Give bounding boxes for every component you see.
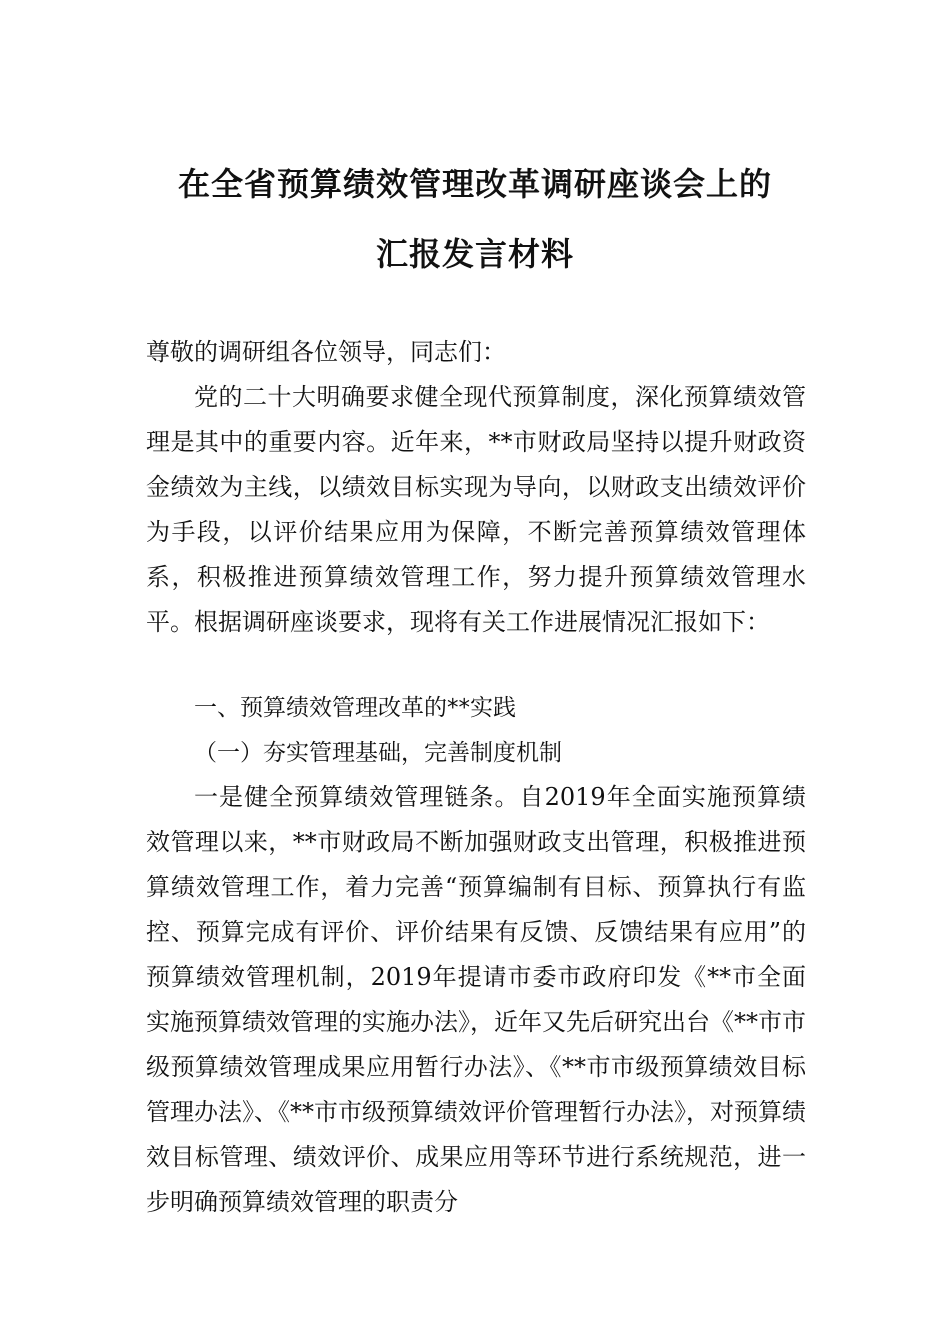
- body-paragraph-chain: 一是健全预算绩效管理链条。自2019年全面实施预算绩效管理以来，**市财政局不断加强财政支出管理，积极推进预算绩效管理工作，着力完善“预算编制有目标、预算执行有监控、预算完成有评价、评价结果有反馈、反馈结果有应用”的预算绩效管理机制，2019年提请市委市政府印发《**市全面实施预算绩效管理的实施办法》，近年又先后研究出台《**市市级预算绩效管理成果应用暂行办法》、《**市市级预算绩效目标管理办法》、《**市市级预算绩效评价管理暂行办法》，对预算绩效目标管理、绩效评价、成果应用等环节进行系统规范，进一步明确预算绩效管理的职责分: [146, 783, 806, 1216]
- salutation: 尊敬的调研组各位领导，同志们：: [146, 338, 506, 366]
- document-title-line-2: 汇报发言材料: [375, 235, 574, 273]
- subsection-heading: （一）夯实管理基础，完善制度机制: [194, 740, 562, 766]
- body-paragraph-intro: 党的二十大明确要求健全现代预算制度，深化预算绩效管理是其中的重要内容。近年来，**市财政局坚持以提升财政资金绩效为主线，以绩效目标实现为导向，以财政支出绩效评价为手段，以评价结果应用为保障，不断完善预算绩效管理体系，积极推进预算绩效管理工作，努力提升预算绩效管理水平。根据调研座谈要求，现将有关工作进展情况汇报如下：: [146, 383, 806, 636]
- section-heading: 一、预算绩效管理改革的**实践: [194, 695, 516, 721]
- document-title-line-1: 在全省预算绩效管理改革调研座谈会上的: [177, 165, 772, 203]
